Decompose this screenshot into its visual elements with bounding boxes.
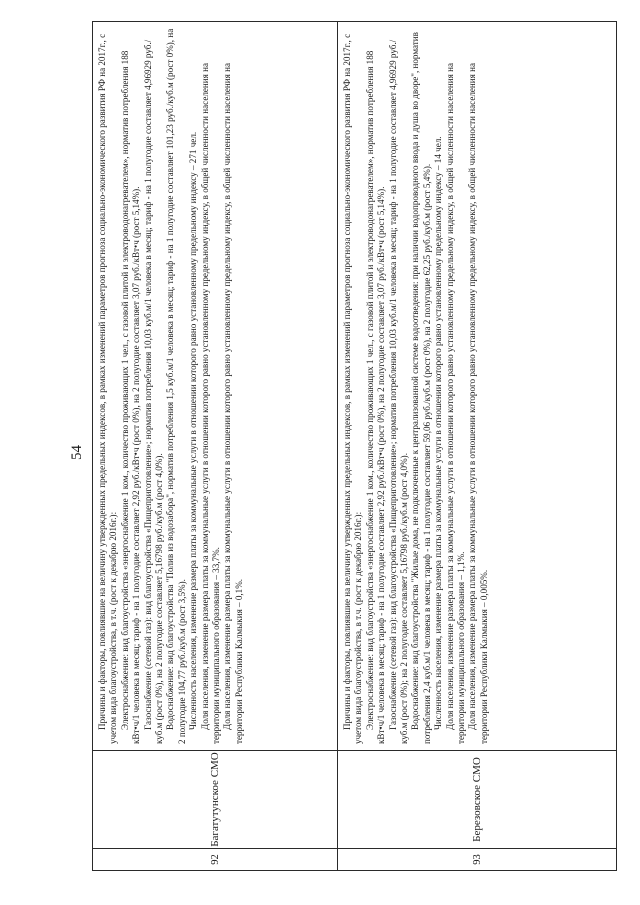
paragraph: Численность населения, изменение размера платы за коммунальные услуги в отношении которого равно установленному предельному индексу – 14 чел. [433,136,444,730]
paragraph: Доля населения, изменение размера платы за коммунальные услуги в отношении которого равно установленному предельному индексу, в общей численности населения на территории муниципального образования – 1,1%. [444,62,467,744]
page-number: 54 [69,445,85,460]
municipality-name: Багатутунское СМО [93,751,338,849]
factors-description [338,22,617,751]
paragraph: Доля населения, изменение размера платы за коммунальные услуги в отношении которого равно установленному предельному индексу, в общей численности населения на территории муниципального образования – 33,7%. [199,62,222,744]
row-number: 93 [338,849,617,871]
municipality-name: Березовское СМО [338,751,617,849]
factors-description [93,22,338,751]
paragraph: Электроснабжение: вид благоустройства «энергоснабжение 1 ком., количество проживающих 1 чел., с газовой плитой и электроводонагревателем», норматив потребления 188 кВт•ч/1 человека в месяц; тариф - на 1 полугодие составляет 2,92 руб./кВт•ч (рост 0%), на 2 полугодие составляет 3,07 руб./кВт•ч (рост 5,14%). [119,50,142,744]
paragraph: Доля населения, изменение размера платы за коммунальные услуги в отношении которого равно установленному предельному индексу, в общей численности населения на территории Республики Калмыкия – 0,005%. [467,62,489,744]
paragraph: Газоснабжение (сетевой газ): вид благоустройства «Пищеприготовление»; норматив потребления 10,03 куб.м/1 человека в месяц; тариф - на 1 полугодие составляет 4,96929 руб./куб.м (рост 0%), на 2 полугодие составляет 5,16798 руб./куб.м (рост 4,0%). [142,39,165,744]
paragraph: Водоснабжение: вид благоустройства "Жилые дома, не подключенные к централизованной системе водоотведения: при наличии водопроводного ввода и душа во дворе", норматив потребления 2,4 куб.м/1 человека в месяц; тариф - на 1 полугодие составляет 59,06 руб./куб.м (рост 0%), на 2 полугодие 62,25 руб./куб.м (рост 5,4%). [410,32,432,744]
tariff-table [92,21,617,871]
paragraph: Доля населения, изменение размера платы за коммунальные услуги в отношении которого равно установленному предельному индексу, в общей численности населения на территории Республики Калмыкия – 0,1%. [222,62,244,744]
table-row [93,22,338,871]
table-row [338,22,617,871]
paragraph: Численность населения, изменение размера платы за коммунальные услуги в отношении которого равно установленному предельному индексу – 271 чел. [188,131,199,730]
paragraph: Электроснабжение: вид благоустройства «энергоснабжение 1 ком., количество проживающих 1 чел., с газовой плитой и электроводонагревателем», норматив потребления 188 кВт•ч/1 человека в месяц; тариф - на 1 полугодие составляет 2,92 руб./кВт•ч (рост 0%), на 2 полугодие составляет 3,07 руб./кВт•ч (рост 5,14%). [364,50,387,744]
paragraph: Причины и факторы, повлиявшие на величину утвержденных предельных индексов, в рамках изменений параметров прогноза социально-экономического развития РФ на 2017г., с учетом вида благоустройства, в т.ч. (рост к декабрю 2016г.): [97,33,119,744]
paragraph: Газоснабжение (сетевой газ): вид благоустройства «Пищеприготовление»; норматив потребления 10,03 куб.м/1 человека в месяц; тариф - на 1 полугодие составляет 4,96929 руб./куб.м (рост 0%); на 2 полугодие составляет 5,16798 руб./куб.м (рост 4,0%). [387,39,410,744]
paragraph: Причины и факторы, повлиявшие на величину утвержденных предельных индексов, в рамках изменений параметров прогноза социально-экономического развития РФ на 2017г., с учетом вида благоустройства, в т.ч. (рост к декабрю 2016г.): [342,33,364,744]
row-number: 92 [93,849,338,871]
paragraph: Водоснабжение: вид благоустройства "Полив из водозабора", норматив потребления 1,5 куб.м/1 человека в месяц; тариф - на 1 полугодие составляет 101,23 руб./куб.м (рост 0%), на 2 полугодие 104,77 руб./куб.м (рост 3,5%). [165,28,187,744]
